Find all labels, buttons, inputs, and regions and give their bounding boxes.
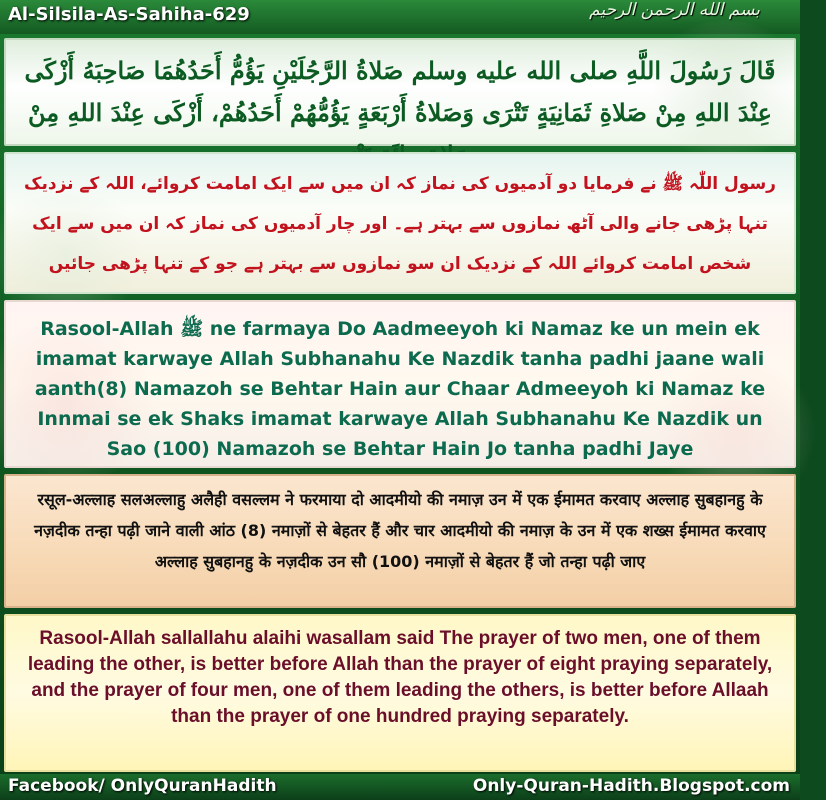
blog-link[interactable]: Only-Quran-Hadith.Blogspot.com <box>472 776 790 796</box>
hindi-hadith-text: रसूल-अल्लाह सलअल्लाहु अलैही वसल्लम ने फरमाया दो आदमीयो की नमाज़ उन में एक ईमामत करवाए अल्लाह सुबहानहु के नज़दीक तन्हा पढ़ी जाने वाली आंठ (8) नमाज़ों से बेहतर हैं और चार आदमीयो की नमाज़ के उन में एक शख्स ईमामत करवाए अल्लाह सुबहानहु के नज़दीक उन सौ (100) नमाज़ों से बेहतर हैं जो तन्हा पढ़ी जाए <box>34 490 766 571</box>
english-panel <box>4 614 796 772</box>
roman-urdu-hadith-text: Rasool-Allah ﷺ ne farmaya Do Aadmeeyoh ki Namaz ke un mein ek imamat karwaye Allah Subhanahu Ke Nazdik tanha padhi jaane wali aanth(8) Namazoh se Behtar Hain aur Chaar Admeeyoh ki Namaz ke Innmai se ek Shaks imamat karwaye Allah Subhanahu Ke Nazdik un Sao (100) Namazoh se Behtar Hain Jo tanha padhi Jaye <box>34 318 766 460</box>
arabic-panel <box>4 38 796 146</box>
page-title: Al-Silsila-As-Sahiha-629 <box>8 4 250 25</box>
roman-urdu-panel <box>4 300 796 468</box>
arabic-hadith-text: قَالَ رَسُولَ اللَّهِ صلى الله عليه وسلم صَلاةُ الرَّجُلَيْنِ يَؤُمُّ أَحَدُهُمَا صَاحِبَهُ أَزْكَى عِنْدَ اللهِ مِنْ صَلاةِ ثَمَانِيَةٍ تَتْرَى وَصَلاةُ أَرْبَعَةٍ يَؤُمُّهُمْ أَحَدُهُمْ، أَزْكَى عِنْدَ اللهِ مِنْ <box>24 56 776 127</box>
header-bar <box>0 0 800 34</box>
urdu-hadith-text: رسول اللّٰہ ﷺ نے فرمایا دو آدمیوں کی نماز کہ ان میں سے ایک امامت کروائے، اللہ کے نزدیک تنہا پڑھی جانے والی آٹھ نمازوں سے بہتر ہے۔ اور چار آدمیوں کی نماز کہ ان میں سے ایک شخص امامت کروائے اللہ کے نزدیک ان سو نمازوں سے بہتر ہے جو کے تنہا پڑھی جائیں <box>24 174 776 274</box>
bismillah-calligraphy: بسم الله الرحمن الرحيم <box>589 0 760 20</box>
english-hadith-text: Rasool-Allah sallallahu alaihi wasallam said The prayer of two men, one of them leading the other, is better before Allah than the prayer of eight praying separately, and the prayer of four men, one of them leading the others, is better before Allaah than the prayer of one hundred praying separately. <box>27 628 773 727</box>
hindi-panel <box>4 474 796 608</box>
footer-bar <box>0 774 800 800</box>
urdu-panel <box>4 152 796 294</box>
facebook-link[interactable]: Facebook/ OnlyQuranHadith <box>8 776 277 796</box>
